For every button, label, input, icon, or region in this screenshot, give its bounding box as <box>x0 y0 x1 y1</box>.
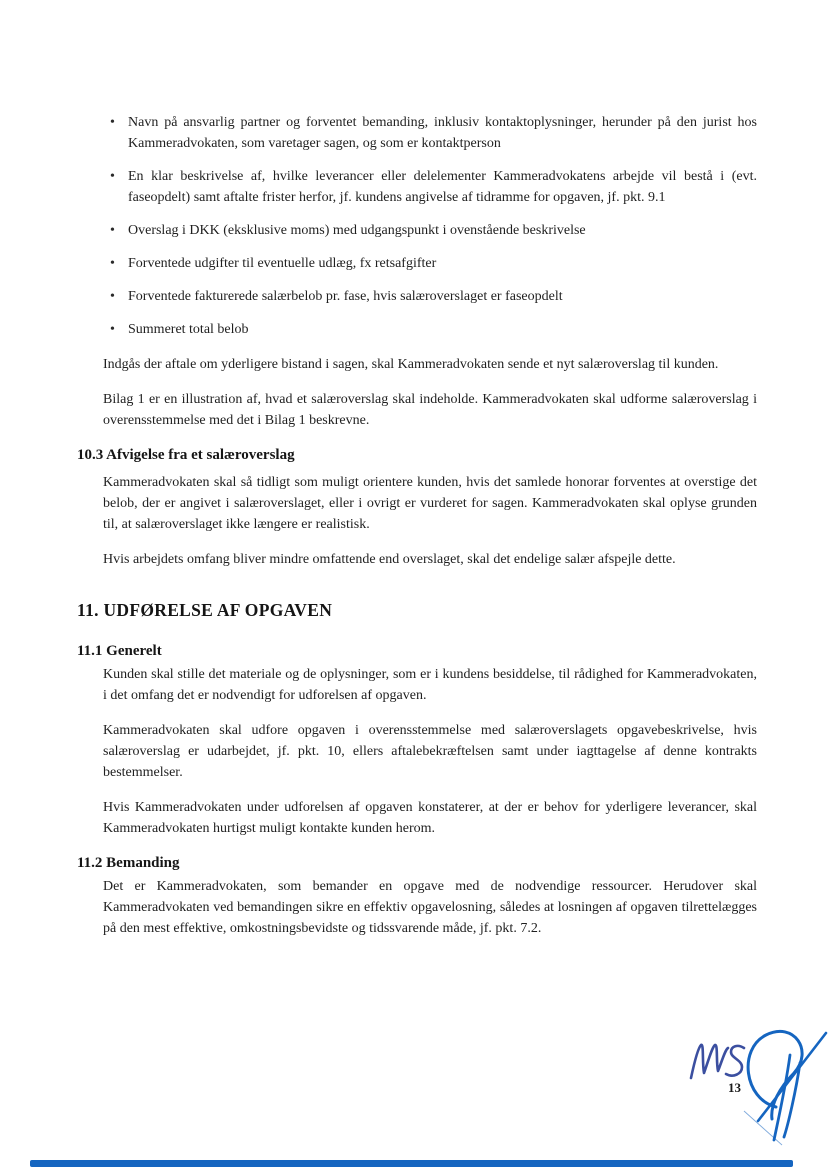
paragraph-11-1-3: Hvis Kammeradvokaten under udforelsen af opgaven konstaterer, at der er behov for yderligere leverancer, skal Kammeradvokaten hurtigst muligt kontakte kunden herom. <box>103 800 757 836</box>
bullet-item: • Navn på ansvarlig partner og forventet bemanding, inklusiv kontaktoplysninger, herunder på den jurist hos Kammeradvokaten, som varetager sagen, og som er kontaktperson <box>103 112 757 154</box>
paragraph-10-3-2: Hvis arbejdets omfang bliver mindre omfattende end overslaget, skal det endelige salær afspejle dette. <box>103 552 676 567</box>
bullet-item: • Summeret total belob <box>103 319 757 340</box>
page-number: 13 <box>728 1080 741 1095</box>
signature-flourish <box>730 1025 828 1147</box>
paragraph-11-1-1: Kunden skal stille det materiale og de oplysninger, som er i kundens besiddelse, til rådighed for Kammeradvokaten, i det omfang det er nodvendigt for udforelsen af opgaven. <box>103 667 757 703</box>
paragraph-bilag: Bilag 1 er en illustration af, hvad et salæroverslag skal indeholde. Kammeradvokaten skal udforme salæroverslag i overensstemmelse med det i Bilag 1 beskrevne. <box>103 392 757 428</box>
paragraph-11-2-1: Det er Kammeradvokaten, som bemander en opgave med de nodvendige ressourcer. Herudover skal Kammeradvokaten ved bemandingen sikre en effektiv opgavelosning, således at losningen af opgaven tilrettelægges på den mest effektive, omkostningsbevidste og tidssvarende måde, jf. pkt. 7.2. <box>103 879 757 936</box>
section-heading-10-3: 10.3 Afvigelse fra et salæroverslag <box>77 447 295 463</box>
bullet-item: • Overslag i DKK (eksklusive moms) med udgangspunkt i ovenstående beskrivelse <box>103 220 757 241</box>
initials-stroke-m <box>691 1045 728 1078</box>
bullet-item: • Forventede fakturerede salærbelob pr. fase, hvis salæroverslaget er faseopdelt <box>103 286 757 307</box>
page-content <box>77 112 757 953</box>
paragraph-10-3-1: Kammeradvokaten skal så tidligt som muligt orientere kunden, hvis det samlede honorar forventes at overstige det belob, der er angivet i salæroverslaget, eller i ovrigt er vurderet for sagen. Kammeradvokaten skal oplyse grunden til, at salæroverslaget ikke længere er realistisk. <box>103 475 757 532</box>
bullet-item: • Forventede udgifter til eventuelle udlæg, fx retsafgifter <box>103 253 757 274</box>
footer-accent-bar <box>30 1160 793 1167</box>
bullet-item: • En klar beskrivelse af, hvilke leverancer eller delelementer Kammeradvokatens arbejde vil bestå i (evt. faseopdelt) samt aftalte frister herfor, jf. kundens angivelse af tidramme for opgaven, jf. pkt. 9.1 <box>103 166 757 208</box>
paragraph-indgas: Indgås der aftale om yderligere bistand i sagen, skal Kammeradvokaten sende et nyt salæroverslag til kunden. <box>103 357 719 372</box>
paragraph-11-1-2: Kammeradvokaten skal udfore opgaven i overensstemmelse med salæroverslagets opgavebeskrivelse, hvis salæroverslag er udarbejdet, jf. pkt. 10, ellers aftalebekræftelsen samt under iagttagelse af denne kontrakts bestemmelser. <box>103 723 757 780</box>
fee-estimate-bullet-list <box>103 112 757 340</box>
signature-area <box>640 1020 828 1150</box>
section-heading-11-1: 11.1 Generelt <box>77 643 162 659</box>
section-heading-11-2: 11.2 Bemanding <box>77 855 180 871</box>
section-heading-11: 11. UDFØRELSE AF OPGAVEN <box>77 600 333 620</box>
